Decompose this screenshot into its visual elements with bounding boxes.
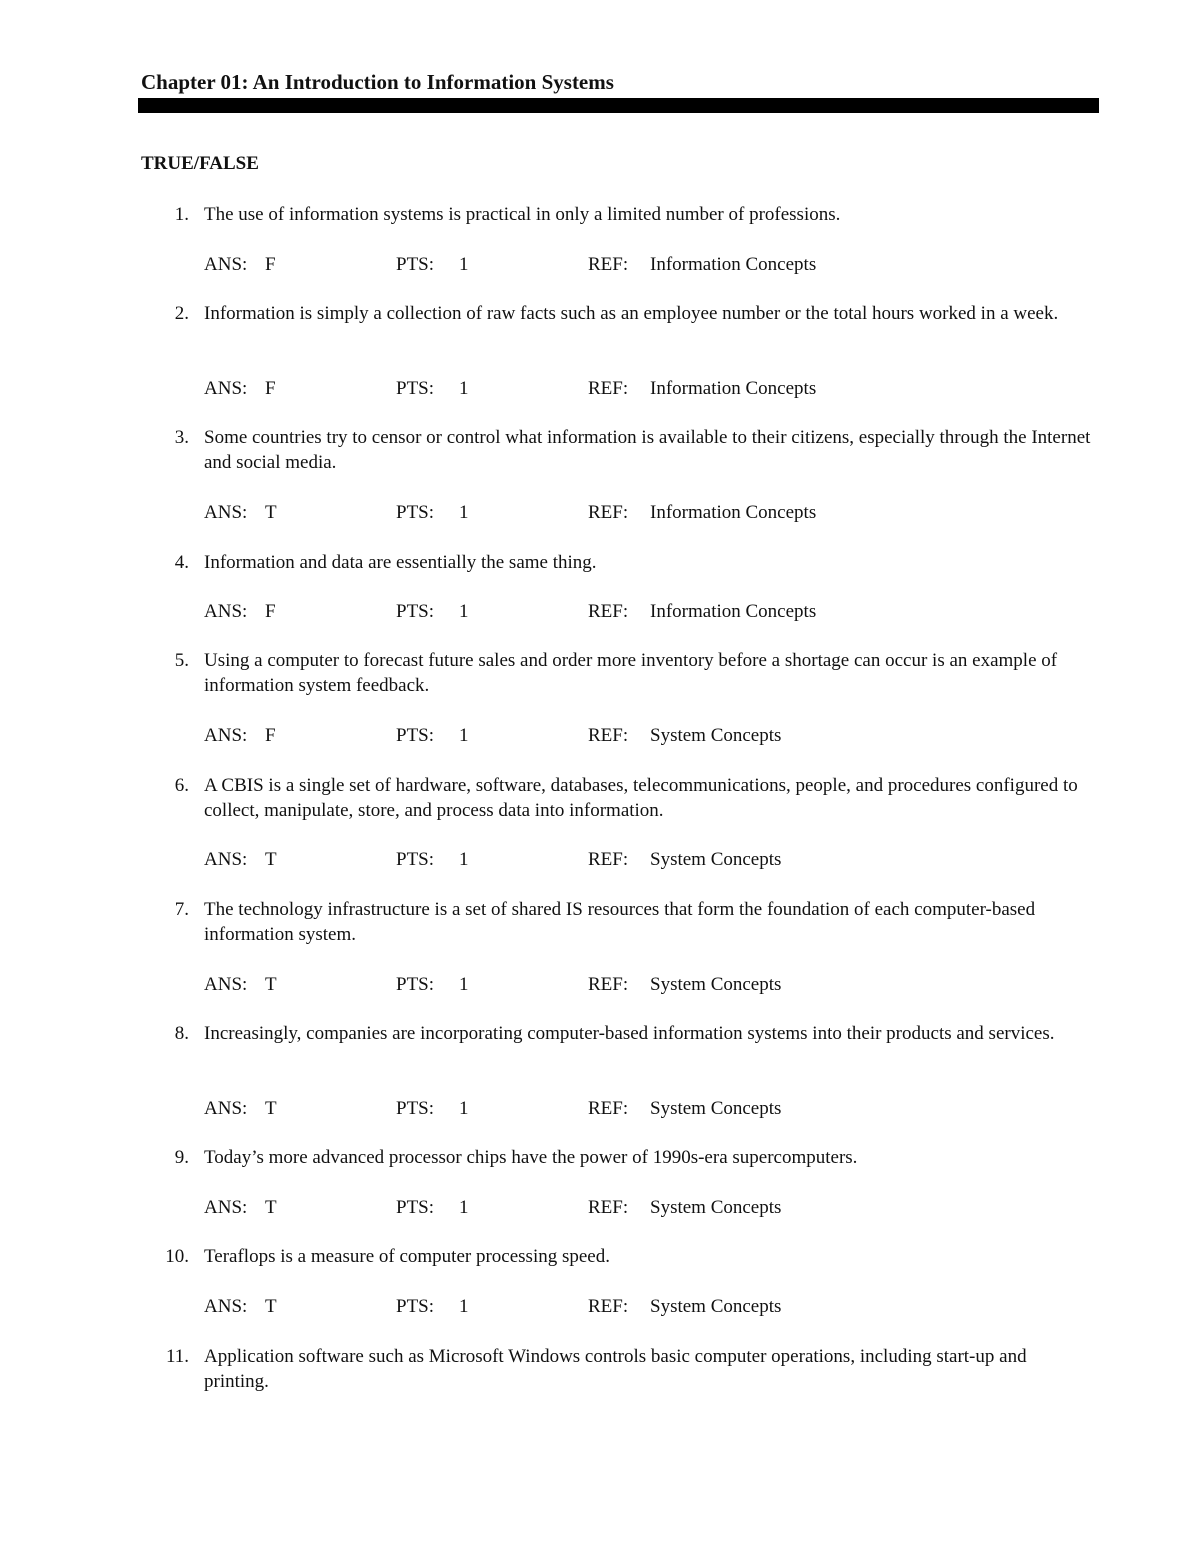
question-number: 2. xyxy=(174,303,189,324)
question-text: Information is simply a collection of raw facts such as an employee number or the total hours worked in a week. xyxy=(204,303,1059,324)
question-number: 1. xyxy=(174,204,189,225)
ref-value: System Concepts xyxy=(650,725,782,746)
pts-label: PTS: xyxy=(396,1296,435,1317)
pts-value: 1 xyxy=(459,502,469,523)
question-text: Application software such as Microsoft Windows controls basic computer operations, including start-up and printing. xyxy=(204,1346,1027,1392)
question-text: A CBIS is a single set of hardware, software, databases, telecommunications, people, and procedures configured to collect, manipulate, store, and process data into information. xyxy=(204,775,1078,821)
question-text: The technology infrastructure is a set of shared IS resources that form the foundation of each computer-based information system. xyxy=(204,899,1036,945)
ref-label: REF: xyxy=(588,974,629,995)
question-number: 3. xyxy=(174,427,189,448)
ans-value: F xyxy=(265,601,276,622)
pts-label: PTS: xyxy=(396,1197,435,1218)
ref-label: REF: xyxy=(588,1296,629,1317)
question-number: 5. xyxy=(174,650,189,671)
pts-value: 1 xyxy=(459,1296,469,1317)
ans-label: ANS: xyxy=(204,601,248,622)
pts-label: PTS: xyxy=(396,849,435,870)
ans-value: T xyxy=(265,1296,277,1317)
section-heading: TRUE/FALSE xyxy=(141,153,259,174)
question-number: 10. xyxy=(165,1246,189,1267)
question-number: 7. xyxy=(174,899,189,920)
title-rule xyxy=(138,98,1099,113)
pts-value: 1 xyxy=(459,1098,469,1119)
ans-value: T xyxy=(265,849,277,870)
ans-label: ANS: xyxy=(204,502,248,523)
ans-label: ANS: xyxy=(204,974,248,995)
ref-value: Information Concepts xyxy=(650,601,817,622)
ans-label: ANS: xyxy=(204,849,248,870)
ref-value: Information Concepts xyxy=(650,254,817,275)
ref-label: REF: xyxy=(588,849,629,870)
ans-label: ANS: xyxy=(204,254,248,275)
page-title: Chapter 01: An Introduction to Information Systems xyxy=(141,70,614,94)
question-text: Today’s more advanced processor chips have the power of 1990s-era supercomputers. xyxy=(204,1147,858,1168)
pts-label: PTS: xyxy=(396,378,435,399)
question-number: 4. xyxy=(174,552,189,573)
pts-value: 1 xyxy=(459,849,469,870)
pts-value: 1 xyxy=(459,974,469,995)
question-text: Increasingly, companies are incorporating computer-based information systems into their products and services. xyxy=(204,1023,1055,1044)
question-text: The use of information systems is practical in only a limited number of professions. xyxy=(204,204,841,225)
ref-value: System Concepts xyxy=(650,1296,782,1317)
ans-value: F xyxy=(265,378,276,399)
question-number: 9. xyxy=(174,1147,189,1168)
ans-label: ANS: xyxy=(204,1197,248,1218)
ref-label: REF: xyxy=(588,254,629,275)
pts-label: PTS: xyxy=(396,502,435,523)
ref-label: REF: xyxy=(588,1197,629,1218)
pts-value: 1 xyxy=(459,1197,469,1218)
question-number: 8. xyxy=(174,1023,189,1044)
pts-label: PTS: xyxy=(396,254,435,275)
ans-value: T xyxy=(265,502,277,523)
ref-label: REF: xyxy=(588,1098,629,1119)
pts-value: 1 xyxy=(459,725,469,746)
ref-label: REF: xyxy=(588,378,629,399)
question-text: Using a computer to forecast future sales and order more inventory before a shortage can occur is an example of information system feedback. xyxy=(204,650,1058,696)
pts-value: 1 xyxy=(459,601,469,622)
ans-label: ANS: xyxy=(204,378,248,399)
ref-value: System Concepts xyxy=(650,974,782,995)
ref-value: System Concepts xyxy=(650,1197,782,1218)
ref-value: System Concepts xyxy=(650,1098,782,1119)
ans-label: ANS: xyxy=(204,1296,248,1317)
ref-label: REF: xyxy=(588,502,629,523)
question-number: 11. xyxy=(165,1346,189,1367)
pts-value: 1 xyxy=(459,254,469,275)
question-text: Some countries try to censor or control what information is available to their citizens, especially through the Internet and social media. xyxy=(204,427,1091,473)
ans-value: T xyxy=(265,974,277,995)
ref-label: REF: xyxy=(588,725,629,746)
pts-value: 1 xyxy=(459,378,469,399)
ans-value: F xyxy=(265,725,276,746)
ref-label: REF: xyxy=(588,601,629,622)
pts-label: PTS: xyxy=(396,1098,435,1119)
question-text: Information and data are essentially the same thing. xyxy=(204,552,597,573)
pts-label: PTS: xyxy=(396,601,435,622)
ans-label: ANS: xyxy=(204,1098,248,1119)
ans-value: T xyxy=(265,1197,277,1218)
ans-label: ANS: xyxy=(204,725,248,746)
question-text: Teraflops is a measure of computer processing speed. xyxy=(204,1246,610,1267)
ref-value: System Concepts xyxy=(650,849,782,870)
ans-value: T xyxy=(265,1098,277,1119)
ref-value: Information Concepts xyxy=(650,502,817,523)
question-number: 6. xyxy=(174,775,189,796)
ref-value: Information Concepts xyxy=(650,378,817,399)
ans-value: F xyxy=(265,254,276,275)
pts-label: PTS: xyxy=(396,725,435,746)
pts-label: PTS: xyxy=(396,974,435,995)
